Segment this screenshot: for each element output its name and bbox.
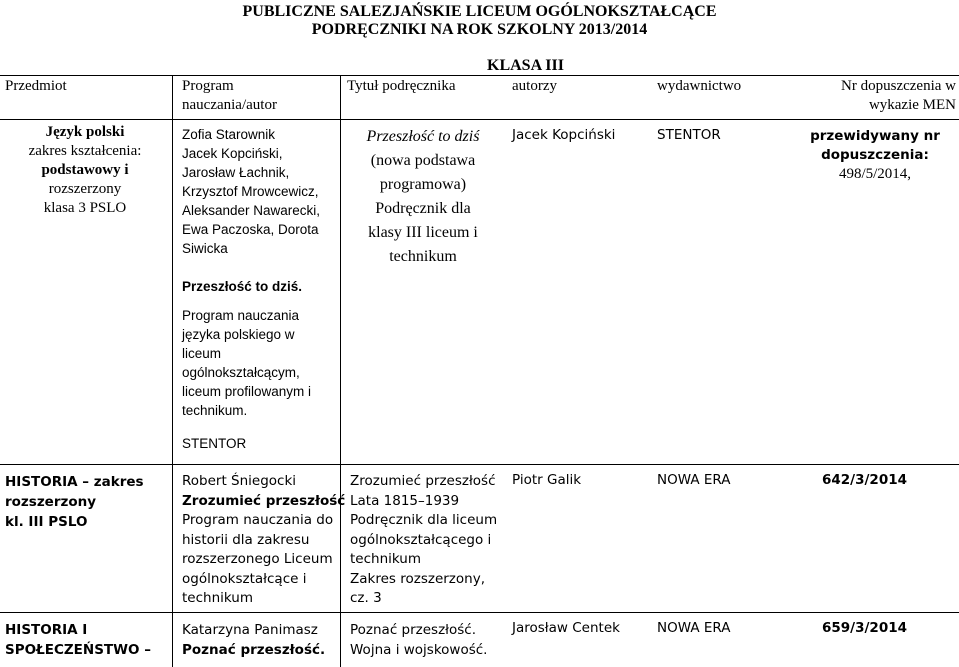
row2-program: Robert Śniegocki Zrozumieć przeszłość Program nauczania do historii dla zakresu rozszerzonego Liceum ogólnokształcące i technikum	[182, 473, 346, 606]
row1-autorzy: Jacek Kopciński	[512, 127, 616, 143]
row3-przedmiot: HISTORIA I SPOŁECZEŃSTWO –	[5, 622, 151, 658]
row1-nr-dopuszczenia: przewidywany nr dopuszczenia: 498/5/2014,	[810, 128, 940, 182]
row3-wydawnictwo: NOWA ERA	[657, 620, 731, 636]
row1-program-description: Program nauczania języka polskiego w liceum ogólnokształcącym, liceum profilowanym i technikum.	[182, 308, 312, 418]
row3-nr-dopuszczenia: 659/3/2014	[822, 620, 908, 636]
column-divider	[172, 75, 173, 667]
document-subtitle: PODRĘCZNIKI NA ROK SZKOLNY 2013/2014	[311, 21, 648, 38]
header-bottom-border	[0, 119, 959, 120]
row1-wydawnictwo: STENTOR	[657, 127, 721, 143]
row1-program-title: Przeszłość to dziś.	[182, 279, 303, 294]
header-autorzy: autorzy	[512, 78, 557, 94]
document-title: PUBLICZNE SALEZJAŃSKIE LICEUM OGÓLNOKSZTAŁCĄCE	[242, 3, 717, 20]
header-wydawnictwo: wydawnictwo	[657, 78, 742, 94]
row1-przedmiot: Język polski zakres kształcenia: podstawowy i rozszerzony klasa 3 PSLO	[28, 124, 142, 216]
row2-bottom-border	[0, 612, 959, 613]
row2-nr-dopuszczenia: 642/3/2014	[822, 472, 908, 488]
row3-program: Katarzyna Panimasz Poznać przeszłość.	[182, 622, 326, 658]
row1-tytul: Przeszłość to dziś (nowa podstawa programowa) Podręcznik dla klasy III liceum i technikum	[366, 128, 480, 265]
row2-przedmiot: HISTORIA – zakres rozszerzony kl. III PSLO	[5, 474, 144, 530]
row1-program-publisher: STENTOR	[182, 436, 247, 451]
class-label: KLASA III	[487, 57, 564, 74]
row2-tytul: Zrozumieć przeszłość Lata 1815–1939 Podręcznik dla liceum ogólnokształcącego i technikum Zakres rozszerzony, cz. 3	[350, 473, 498, 606]
row3-autorzy: Jarosław Centek	[512, 620, 620, 636]
header-program: Program nauczania/autor	[182, 78, 277, 113]
row3-tytul: Poznać przeszłość. Wojna i wojskowość.	[350, 622, 488, 658]
row1-bottom-border	[0, 464, 959, 465]
row2-wydawnictwo: NOWA ERA	[657, 472, 731, 488]
header-przedmiot: Przedmiot	[5, 78, 67, 94]
header-tytul: Tytuł podręcznika	[347, 78, 456, 94]
table-top-border	[0, 75, 959, 76]
header-nr-dopuszczenia: Nr dopuszczenia w wykazie MEN	[841, 78, 956, 113]
row2-autorzy: Piotr Galik	[512, 472, 582, 488]
row1-program-authors: Zofia Starownik Jacek Kopciński, Jarosław Łachnik, Krzysztof Mrowcewicz, Aleksander Nawarecki, Ewa Paczoska, Dorota Siwicka	[182, 127, 321, 256]
